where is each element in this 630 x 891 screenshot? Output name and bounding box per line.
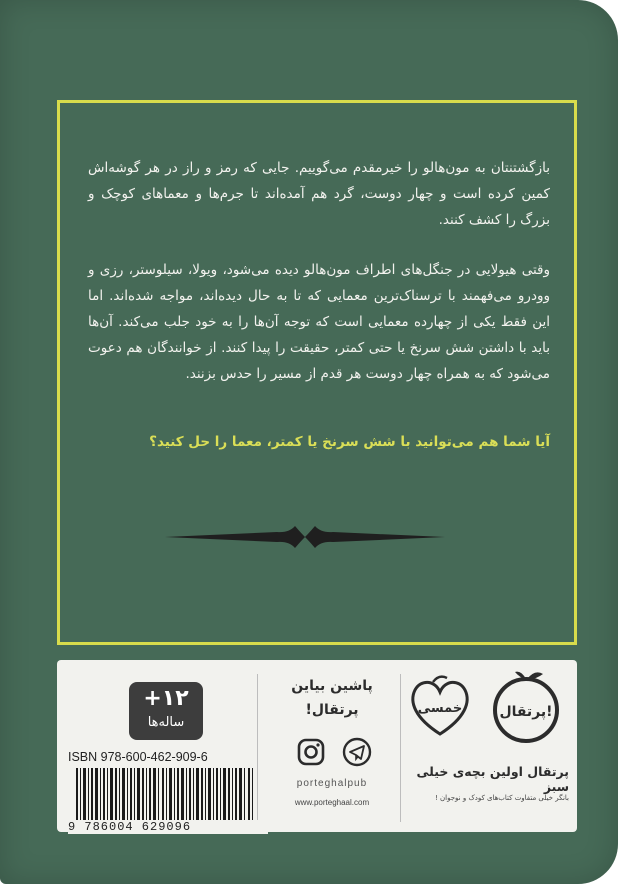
- publisher-subtagline: بانگر خیلی متفاوت کتاب‌های کودک و نوجوان !: [434, 794, 569, 802]
- publisher-tagline: پرتقال اولین بچه‌ی خیلی سبز: [416, 764, 569, 794]
- social-handle: porteghalpub: [296, 778, 368, 789]
- social-links: [289, 736, 379, 770]
- porteghal-logo-text: پرتقال!: [499, 704, 553, 720]
- publisher-slogan: پاشین بیاین پرتقال!: [291, 678, 373, 718]
- blurb-question: آیا شما هم می‌توانید با شش سرنخ یا کمتر، معما را حل کنید؟: [149, 434, 550, 450]
- khamsi-logo-icon: [405, 672, 475, 740]
- ornament-divider-icon: [165, 522, 445, 552]
- isbn-number: ISBN 978-600-462-909-6: [68, 750, 208, 764]
- panel-divider: [400, 674, 401, 822]
- age-rating-badge: [129, 682, 203, 740]
- blurb-paragraph-2: وقتی هیولایی در جنگل‌های اطراف مون‌هالو دیده می‌شود، ویولا، سیلوستر، رزی و وودرو می‌فهمند با ترسناک‌ترین معمایی که تا به حال دیده‌اند، مواجه شده‌اند. اما این فقط یکی از چهارده معمایی است که توجه آن‌ها را به خود جلب می‌کند. آن‌ها باید با داشتن شش سرنخ یا حتی کمتر، حقیقت را پیدا کنند. از خوانندگان هم دعوت می‌شود که به همراه چهار دوست هر قدم از مسیر را حدس بزنند.: [88, 262, 550, 382]
- age-rating-unit: ساله‌ها: [147, 715, 185, 730]
- khamsi-logo-text: خمسی: [417, 701, 463, 716]
- barcode-digits: 9 786004 629096: [68, 820, 268, 834]
- publisher-info-panel: [57, 660, 577, 832]
- porteghal-logo-icon: [487, 668, 565, 744]
- blurb-paragraph-1: بازگشتنتان به مون‌هالو را خیرمقدم می‌گوییم. جایی که رمز و راز در هر گوشه‌اش کمین کرده است و چهار دوست، گرد هم آمده‌اند تا جرم‌ها و معماهای کوچک و بزرگ را کشف کنند.: [88, 160, 550, 228]
- website-link[interactable]: www.porteghaal.com: [294, 798, 370, 807]
- age-rating-number: +۱۲: [143, 686, 189, 711]
- telegram-icon[interactable]: [341, 736, 373, 768]
- instagram-icon[interactable]: [295, 736, 327, 768]
